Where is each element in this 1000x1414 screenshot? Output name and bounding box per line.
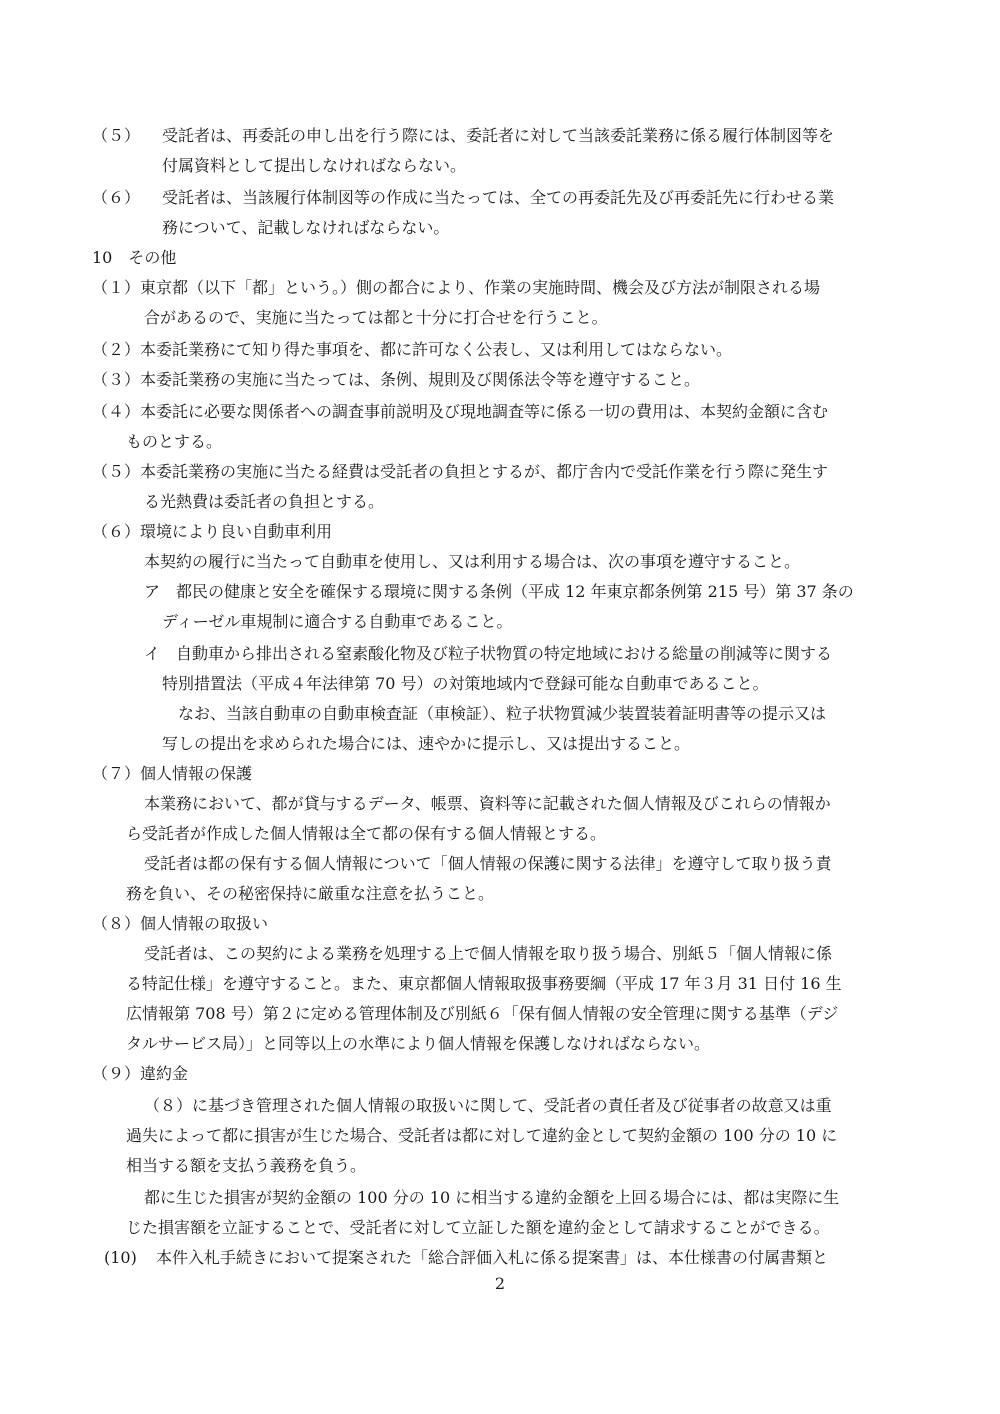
sub-9-p2-line-1: 都に生じた損害が契約金額の 100 分の 10 に相当する違約金額を上回る場合には、都は実際に生 <box>144 1188 840 1207</box>
item-5-line-1 <box>92 124 922 148</box>
item-text: 受託者は、再委託の申し出を行う際には、委託者に対して当該委託業務に係る履行体制図等を <box>162 126 835 145</box>
item-5-line-2: 付属資料として提出しなければならない。 <box>162 156 467 175</box>
sub-6-note-line-2: 写しの提出を求められた場合には、速やかに提示し、又は提出すること。 <box>162 734 691 753</box>
sub-5-line-1: （５）本委託業務の実施に当たる経費は受託者の負担とするが、都庁舎内で受託作業を行う際に発生す <box>92 462 829 481</box>
sub-7-p2-line-2: 務を負い、その秘密保持に厳重な注意を払うこと。 <box>126 884 495 903</box>
item-number: （５） <box>92 126 141 145</box>
item-number: (10) <box>104 1248 137 1267</box>
sub-6-i-line-1: イ 自動車から排出される窒素酸化物及び粒子状物質の特定地域における総量の削減等に関する <box>144 644 833 663</box>
sub-7-p1-line-2: ら受託者が作成した個人情報は全て都の保有する個人情報とする。 <box>126 824 607 843</box>
sub-8-line-2: る特記仕様」を遵守すること。また、東京都個人情報取扱事務要綱（平成 17 年３月 31 日付 16 生 <box>126 974 842 993</box>
page-number: 2 <box>494 1274 506 1293</box>
sub-9-heading: （９）違約金 <box>92 1064 189 1083</box>
sub-7-p1-line-1: 本業務において、都が貸与するデータ、帳票、資料等に記載された個人情報及びこれらの情報か <box>144 794 831 813</box>
sub-9-p1-line-1: （８）に基づき管理された個人情報の取扱いに関して、受託者の責任者及び従事者の故意又は重 <box>144 1096 832 1115</box>
sub-6-a-line-2: ディーゼル車規制に適合する自動車であること。 <box>162 612 513 631</box>
sub-6-i-line-2: 特別措置法（平成４年法律第 70 号）の対策地域内で登録可能な自動車であること。 <box>162 674 769 693</box>
sub-8-line-3: 広情報第 708 号）第２に定める管理体制及び別紙６「保有個人情報の安全管理に関する基準（デジ <box>126 1004 839 1023</box>
sub-6-note-line-1: なお、当該自動車の自動車検査証（車検証）、粒子状物質減少装置装着証明書等の提示又は <box>178 704 827 723</box>
sub-1-line-2: 合があるので、実施に当たっては都と十分に打合せを行うこと。 <box>144 308 608 327</box>
item-text: 本件入札手続きにおいて提案された「総合評価入札に係る提案書」は、本仕様書の付属書類と <box>156 1248 829 1267</box>
item-6-line-1 <box>92 186 922 210</box>
item-text: 受託者は、当該履行体制図等の作成に当たっては、全ての再委託先及び再委託先に行わせる業 <box>162 188 835 207</box>
sub-6-paragraph: 本契約の履行に当たって自動車を使用し、又は利用する場合は、次の事項を遵守すること。 <box>144 552 801 571</box>
section-10-heading: 10 その他 <box>92 248 177 267</box>
sub-6-heading: （６）環境により良い自動車利用 <box>92 522 333 541</box>
sub-4-line-2: ものとする。 <box>126 432 223 451</box>
item-6-line-2: 務について、記載しなければならない。 <box>162 218 450 237</box>
sub-10-line-1 <box>104 1246 934 1270</box>
sub-3-line-1: （３）本委託業務の実施に当たっては、条例、規則及び関係法令等を遵守すること。 <box>92 370 701 389</box>
sub-8-line-1: 受託者は、この契約による業務を処理する上で個人情報を取り扱う場合、別紙５「個人情報に係 <box>144 944 833 963</box>
sub-7-p2-line-1: 受託者は都の保有する個人情報について「個人情報の保護に関する法律」を遵守して取り扱う責 <box>144 854 832 873</box>
sub-9-p2-line-2: じた損害額を立証することで、受託者に対して立証した額を違約金として請求することができる。 <box>126 1218 830 1237</box>
sub-7-heading: （７）個人情報の保護 <box>92 764 253 783</box>
sub-6-a-line-1: ア 都民の健康と安全を確保する環境に関する条例（平成 12 年東京都条例第 215 号）第 37 条の <box>144 582 854 601</box>
sub-1-line-1: （１）東京都（以下「都」という。）側の都合により、作業の実施時間、機会及び方法が制限される場 <box>92 278 821 297</box>
sub-8-heading: （８）個人情報の取扱い <box>92 914 269 933</box>
sub-2-line-1: （２）本委託業務にて知り得た事項を、都に許可なく公表し、又は利用してはならない。 <box>92 340 733 359</box>
sub-9-p1-line-3: 相当する額を支払う義務を負う。 <box>126 1156 367 1175</box>
sub-5-line-2: る光熱費は委託者の負担とする。 <box>144 492 385 511</box>
sub-8-line-4: タルサービス局）」と同等以上の水準により個人情報を保護しなければならない。 <box>126 1034 711 1053</box>
sub-4-line-1: （４）本委託に必要な関係者への調査事前説明及び現地調査等に係る一切の費用は、本契約金額に含む <box>92 402 829 421</box>
sub-9-p1-line-2: 過失によって都に損害が生じた場合、受託者は都に対して違約金として契約金額の 100 分の 10 に <box>126 1126 838 1145</box>
item-number: （６） <box>92 188 141 207</box>
